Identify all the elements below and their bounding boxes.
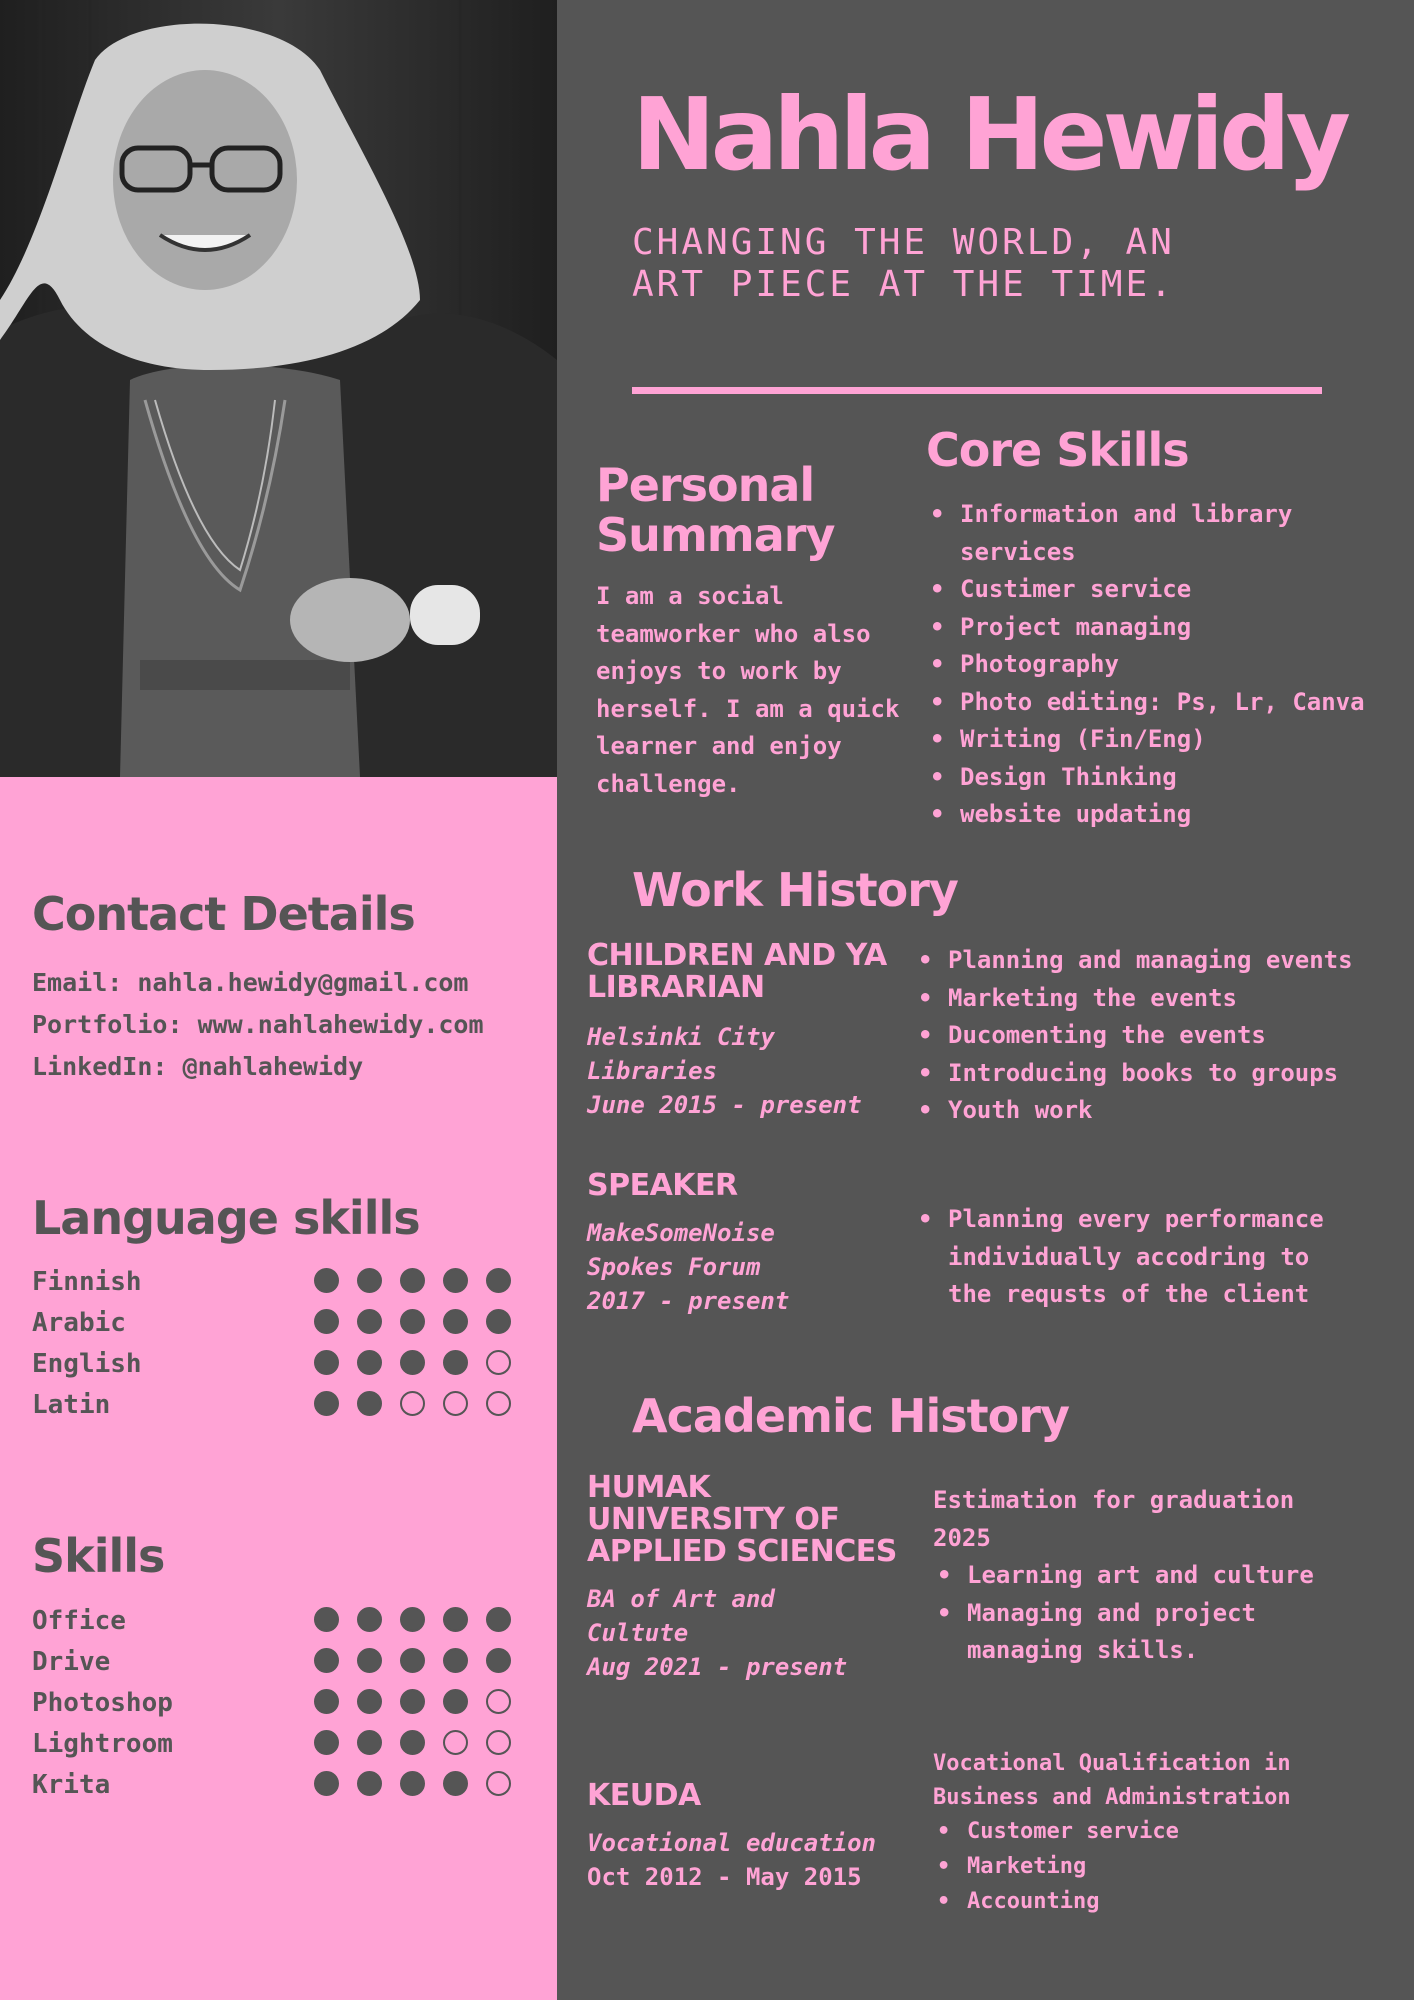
rating-dot-filled: [400, 1648, 425, 1673]
job-title: SPEAKER: [587, 1168, 738, 1203]
job-duties-list: [914, 942, 1414, 1130]
job-dates: June 2015 - present: [587, 1091, 862, 1119]
rating-dot-filled: [400, 1771, 425, 1796]
skill-row: [0, 1765, 530, 1806]
summary-line: learner and enjoy: [596, 732, 842, 760]
rating-dots: [314, 1730, 511, 1755]
list-item: • Writing (Fin/Eng): [926, 721, 1406, 759]
rating-dot-filled: [357, 1689, 382, 1714]
rating-dots: [314, 1350, 511, 1375]
personal-summary-title: [596, 460, 834, 560]
rating-dot-filled: [443, 1309, 468, 1334]
summary-line: teamworker who also: [596, 619, 871, 648]
rating-dot-empty: [486, 1771, 511, 1796]
rating-dot-filled: [357, 1268, 382, 1293]
rating-dot-empty: [400, 1391, 425, 1416]
skill-label: Office: [32, 1606, 126, 1636]
list-item: • website updating: [926, 796, 1406, 834]
tagline-line: ART PIECE AT THE TIME.: [632, 264, 1175, 305]
rating-dot-filled: [357, 1607, 382, 1632]
note-line: Business and Administration: [933, 1785, 1291, 1810]
list-item: • Planning and managing events: [914, 942, 1414, 980]
rating-dot-filled: [400, 1689, 425, 1714]
rating-dot-filled: [357, 1771, 382, 1796]
degree-line: Vocational education: [587, 1829, 876, 1857]
list-item: • Planning every performance individually accodring to the requsts of the client: [914, 1201, 1354, 1314]
rating-dot-filled: [314, 1648, 339, 1673]
skill-ratings: [0, 1601, 557, 1811]
org-line: Spokes Forum: [587, 1253, 761, 1281]
list-item: • Ducomenting the events: [914, 1017, 1414, 1055]
personal-summary-text: [596, 578, 926, 803]
list-item: • Managing and project managing skills.: [933, 1595, 1287, 1670]
degree-line: BA of Art and: [587, 1585, 775, 1613]
rating-dot-filled: [314, 1268, 339, 1293]
org-line: MakeSomeNoise: [587, 1219, 775, 1247]
rating-dot-filled: [400, 1730, 425, 1755]
job-organization: [587, 1020, 862, 1122]
job-duties-list: [914, 1201, 1354, 1314]
rating-dot-filled: [314, 1771, 339, 1796]
school-name-line: UNIVERSITY OF: [587, 1502, 840, 1537]
list-item: • Photography: [926, 646, 1406, 684]
study-list: [933, 1557, 1353, 1670]
rating-dot-filled: [443, 1607, 468, 1632]
degree-dates: Aug 2021 - present: [587, 1653, 848, 1681]
summary-line: I am a social: [596, 582, 784, 610]
degree-dates: Oct 2012 - May 2015: [587, 1863, 862, 1891]
org-line: Helsinki City: [587, 1023, 775, 1051]
profile-photo: [0, 0, 557, 777]
note-line: Vocational Qualification in: [933, 1751, 1291, 1776]
header-divider: [632, 387, 1322, 394]
list-item: • Introducing books to groups: [914, 1055, 1414, 1093]
school-name: KEUDA: [587, 1778, 701, 1813]
academic-history-title: Academic History: [632, 1389, 1069, 1443]
list-item: • Information and library services: [926, 496, 1360, 571]
school-name-line: HUMAK: [587, 1470, 711, 1505]
rating-dot-empty: [486, 1350, 511, 1375]
note-line: 2025: [933, 1523, 991, 1552]
list-item: • Youth work: [914, 1092, 1414, 1130]
rating-dots: [314, 1689, 511, 1714]
title-line: Personal: [596, 458, 815, 512]
list-item: • Accounting: [933, 1884, 1353, 1919]
job-title: [587, 940, 887, 1004]
tagline-line: CHANGING THE WORLD, AN: [632, 222, 1175, 263]
degree: [587, 1582, 847, 1684]
skill-row: [0, 1724, 530, 1765]
rating-dots: [314, 1607, 511, 1632]
rating-dot-empty: [486, 1391, 511, 1416]
language-row: [0, 1344, 530, 1385]
rating-dot-filled: [443, 1689, 468, 1714]
list-item: • Custimer service: [926, 571, 1406, 609]
rating-dot-filled: [486, 1648, 511, 1673]
rating-dot-filled: [400, 1350, 425, 1375]
job-title-line: LIBRARIAN: [587, 970, 765, 1005]
language-label: Finnish: [32, 1267, 142, 1297]
rating-dot-filled: [486, 1309, 511, 1334]
skill-row: [0, 1601, 530, 1642]
rating-dot-filled: [400, 1607, 425, 1632]
rating-dot-filled: [400, 1268, 425, 1293]
contact-email[interactable]: Email: nahla.hewidy@gmail.com: [32, 968, 469, 997]
contact-title: Contact Details: [32, 887, 415, 941]
contact-portfolio[interactable]: Portfolio: www.nahlahewidy.com: [32, 1010, 484, 1039]
skill-label: Photoshop: [32, 1688, 173, 1718]
note-line: Estimation for graduation: [933, 1486, 1295, 1514]
skill-row: [0, 1642, 530, 1683]
rating-dot-filled: [357, 1648, 382, 1673]
title-line: Summary: [596, 508, 835, 562]
rating-dot-filled: [443, 1268, 468, 1293]
degree: [587, 1826, 876, 1894]
rating-dot-filled: [314, 1309, 339, 1334]
language-label: English: [32, 1349, 142, 1379]
list-item: • Customer service: [933, 1814, 1353, 1849]
rating-dot-empty: [443, 1730, 468, 1755]
rating-dot-empty: [486, 1689, 511, 1714]
rating-dot-filled: [357, 1391, 382, 1416]
skills-title: Skills: [32, 1529, 165, 1583]
language-label: Arabic: [32, 1308, 126, 1338]
list-item: • Design Thinking: [926, 759, 1406, 797]
rating-dot-filled: [443, 1648, 468, 1673]
rating-dot-filled: [486, 1607, 511, 1632]
rating-dot-filled: [314, 1350, 339, 1375]
summary-line: challenge.: [596, 769, 741, 798]
person-name: Nahla Hewidy: [632, 76, 1346, 193]
school-name-line: APPLIED SCIENCES: [587, 1534, 897, 1569]
rating-dot-filled: [314, 1607, 339, 1632]
rating-dot-filled: [357, 1350, 382, 1375]
rating-dots: [314, 1648, 511, 1673]
rating-dot-filled: [314, 1391, 339, 1416]
summary-line: enjoys to work by: [596, 657, 842, 685]
list-item: • Learning art and culture: [933, 1557, 1353, 1595]
language-skills-title: Language skills: [32, 1191, 420, 1245]
tagline: [632, 222, 1332, 306]
qualification-note: [933, 1747, 1291, 1815]
skill-row: [0, 1683, 530, 1724]
rating-dot-empty: [443, 1391, 468, 1416]
rating-dot-filled: [314, 1730, 339, 1755]
rating-dot-filled: [314, 1689, 339, 1714]
skill-label: Krita: [32, 1770, 111, 1800]
language-row: [0, 1385, 530, 1426]
job-title-line: CHILDREN AND YA: [587, 938, 887, 973]
rating-dots: [314, 1309, 511, 1334]
skill-label: Lightroom: [32, 1729, 173, 1759]
work-history-title: Work History: [632, 863, 958, 917]
language-ratings: [0, 1262, 557, 1432]
language-row: [0, 1262, 530, 1303]
rating-dot-filled: [357, 1309, 382, 1334]
summary-line: herself. I am a quick: [596, 694, 900, 723]
contact-linkedin[interactable]: LinkedIn: @nahlahewidy: [32, 1052, 364, 1081]
rating-dot-filled: [486, 1268, 511, 1293]
rating-dots: [314, 1771, 511, 1796]
school-name: [587, 1472, 897, 1568]
job-dates: 2017 - present: [587, 1287, 790, 1315]
job-organization: [587, 1216, 789, 1318]
rating-dot-filled: [443, 1771, 468, 1796]
list-item: • Project managing: [926, 609, 1406, 647]
core-skills-list: [926, 496, 1406, 834]
list-item: • Photo editing: Ps, Lr, Canva: [926, 684, 1406, 722]
graduation-note: [933, 1482, 1294, 1557]
rating-dot-filled: [443, 1350, 468, 1375]
skill-label: Drive: [32, 1647, 111, 1677]
org-line: Libraries: [587, 1057, 718, 1085]
rating-dots: [314, 1391, 511, 1416]
list-item: • Marketing: [933, 1849, 1353, 1884]
core-skills-title: Core Skills: [926, 423, 1189, 477]
degree-line: Cultute: [587, 1619, 689, 1647]
qualification-list: [933, 1814, 1353, 1919]
list-item: • Marketing the events: [914, 980, 1414, 1018]
rating-dot-filled: [357, 1730, 382, 1755]
language-row: [0, 1303, 530, 1344]
language-label: Latin: [32, 1390, 111, 1420]
rating-dot-filled: [400, 1309, 425, 1334]
rating-dot-empty: [486, 1730, 511, 1755]
portrait-illustration: [0, 0, 557, 777]
rating-dots: [314, 1268, 511, 1293]
